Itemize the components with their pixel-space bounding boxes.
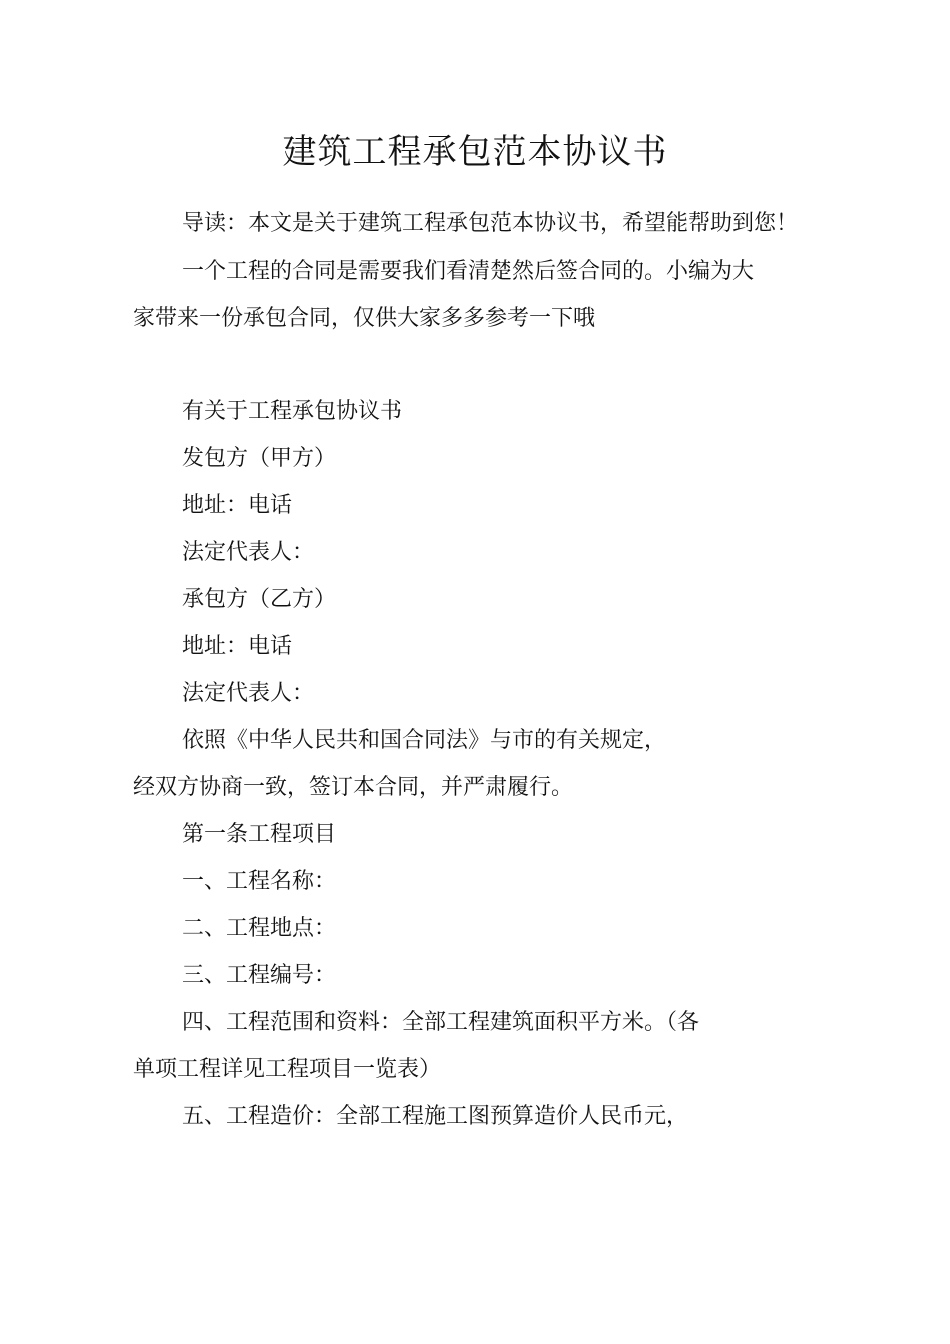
item-project-cost: 五、工程造价：全部工程施工图预算造价人民币元， xyxy=(182,1104,689,1129)
party-a-representative: 法定代表人： xyxy=(182,540,315,565)
agreement-heading: 有关于工程承包协议书 xyxy=(182,399,403,424)
intro-line-1: 一个工程的合同是需要我们看清楚然后签合同的。小编为大 xyxy=(182,259,755,284)
item-project-name: 一、工程名称： xyxy=(182,869,337,894)
item-project-number: 三、工程编号： xyxy=(182,963,337,988)
party-a-label: 发包方（甲方） xyxy=(182,446,337,471)
item-project-location: 二、工程地点： xyxy=(182,916,337,941)
party-b-address: 地址：电话 xyxy=(182,634,293,659)
party-b-representative: 法定代表人： xyxy=(182,681,315,706)
item-project-scope-line-1: 四、工程范围和资料：全部工程建筑面积平方米。（各 xyxy=(182,1010,700,1035)
intro-line-2: 家带来一份承包合同，仅供大家多多参考一下哦 xyxy=(133,306,596,331)
basis-line-2: 经双方协商一致，签订本合同，并严肃履行。 xyxy=(133,775,574,800)
article-1-heading: 第一条工程项目 xyxy=(182,822,337,847)
item-project-scope-line-2: 单项工程详见工程项目一览表） xyxy=(133,1057,442,1082)
party-b-label: 承包方（乙方） xyxy=(182,587,337,612)
document-title: 建筑工程承包范本协议书 xyxy=(282,132,668,172)
basis-line-1: 依照《中华人民共和国合同法》与市的有关规定， xyxy=(182,728,667,753)
lead-paragraph: 导读：本文是关于建筑工程承包范本协议书，希望能帮助到您！ xyxy=(182,211,799,236)
party-a-address: 地址：电话 xyxy=(182,493,293,518)
